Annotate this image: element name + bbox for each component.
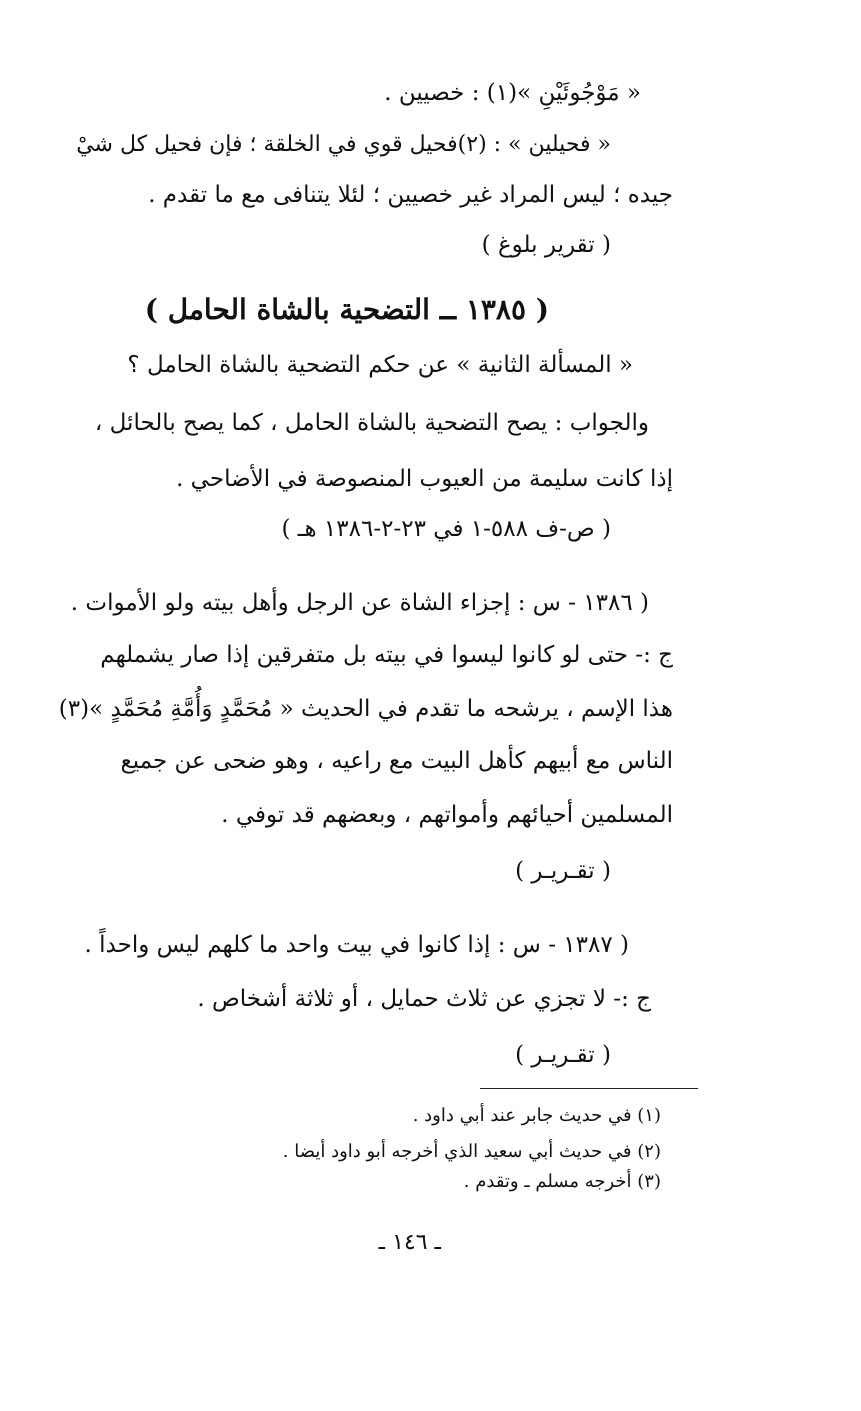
section1387-citation: ( تقـريـر ) — [515, 1042, 611, 1068]
section1386-answer-line1: ج :- حتى لو كانوا ليسوا في بيته بل متفرقين إذا صار يشملهم — [100, 642, 673, 668]
section1386-answer-line2: هذا الإسم ، يرشحه ما تقدم في الحديث « مُحَمَّدٍ وَأُمَّةِ مُحَمَّدٍ »(٣) — [58, 696, 673, 722]
section1386-answer-line3: الناس مع أبيهم كأهل البيت مع راعيه ، وهو ضحى عن جميع — [120, 748, 673, 774]
section1385-citation: ( ص-ف ٥٨٨-١ في ٢٣-٢-١٣٨٦ هـ ) — [281, 516, 611, 542]
page-number: ـ ١٤٦ ـ — [378, 1230, 441, 1255]
footnote-1: (١) في حديث جابر عند أبي داود . — [412, 1105, 661, 1126]
section1386-answer-line4: المسلمين أحيائهم وأمواتهم ، وبعضهم قد توفي . — [221, 802, 673, 828]
section1385-question: « المسألة الثانية » عن حكم التضحية بالشاة الحامل ؟ — [127, 352, 633, 378]
section1386-question: ( ١٣٨٦ - س : إجزاء الشاة عن الرجل وأهل بيته ولو الأموات . — [70, 590, 649, 616]
block1-line3: جيده ؛ ليس المراد غير خصيين ؛ لئلا يتنافى مع ما تقدم . — [148, 182, 673, 208]
section1386-citation: ( تقـريـر ) — [515, 858, 611, 884]
block1-line1: « مَوْجُوئَيْنِ »(١) : خصيين . — [384, 80, 641, 106]
block1-line2: « فحيلين » : (٢)فحيل قوي في الخلقة ؛ فإن فحيل كل شيْ — [76, 132, 611, 157]
block1-citation: ( تقرير بلوغ ) — [481, 232, 611, 258]
section1385-answer-line1: والجواب : يصح التضحية بالشاة الحامل ، كما يصح بالحائل ، — [94, 410, 649, 436]
footnote-divider — [480, 1088, 698, 1089]
footnote-3: (٣) أخرجه مسلم ـ وتقدم . — [463, 1171, 661, 1192]
section-heading-1385: ( ١٣٨٥ ــ التضحية بالشاة الحامل ) — [144, 293, 549, 326]
footnote-2: (٢) في حديث أبي سعيد الذي أخرجه أبو داود أيضا . — [282, 1141, 661, 1162]
section1387-question: ( ١٣٨٧ - س : إذا كانوا في بيت واحد ما كلهم ليس واحداً . — [84, 932, 629, 958]
section1385-answer-line2: إذا كانت سليمة من العيوب المنصوصة في الأضاحي . — [176, 466, 673, 492]
section1387-answer: ج :- لا تجزي عن ثلاث حمايل ، أو ثلاثة أشخاص . — [197, 986, 651, 1012]
